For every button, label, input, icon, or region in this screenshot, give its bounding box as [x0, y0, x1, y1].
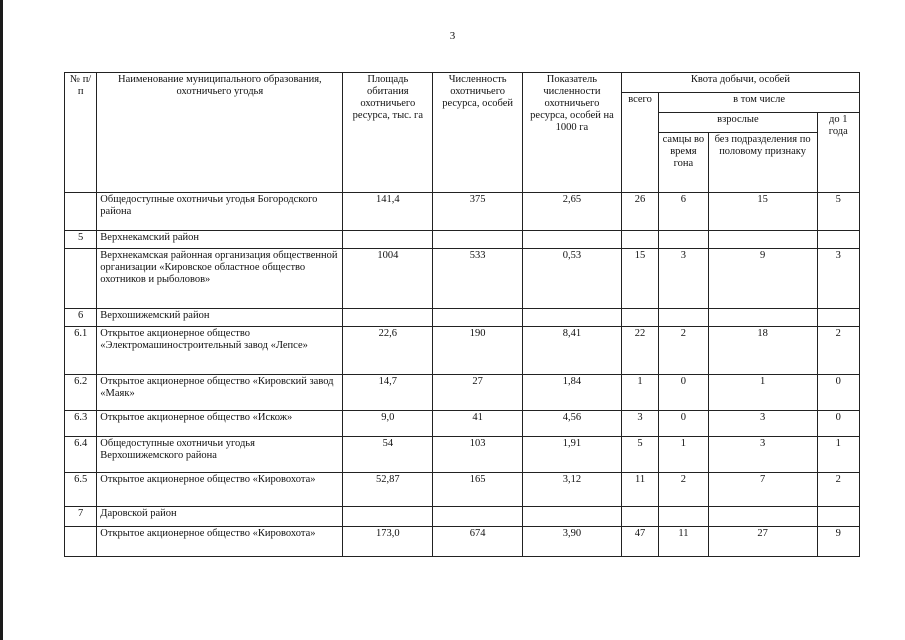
- table-row: [65, 327, 860, 375]
- cell-under1: 9: [817, 527, 859, 557]
- cell-population: 27: [433, 375, 523, 411]
- cell-total: [621, 507, 658, 527]
- cell-density: 4,56: [523, 411, 622, 437]
- header-population: Численность охотничьего ресурса, особей: [433, 73, 523, 193]
- cell-num: [65, 249, 97, 309]
- cell-nosex: 27: [708, 527, 817, 557]
- table-row: [65, 473, 860, 507]
- table-row: [65, 193, 860, 231]
- cell-total: 22: [621, 327, 658, 375]
- cell-density: [523, 309, 622, 327]
- cell-density: 3,12: [523, 473, 622, 507]
- cell-area: [343, 231, 433, 249]
- cell-under1: [817, 309, 859, 327]
- cell-num: 5: [65, 231, 97, 249]
- cell-total: 15: [621, 249, 658, 309]
- cell-name: Открытое акционерное общество «Кировохота»: [97, 473, 343, 507]
- cell-population: 190: [433, 327, 523, 375]
- cell-population: 375: [433, 193, 523, 231]
- cell-density: [523, 231, 622, 249]
- cell-total: 5: [621, 437, 658, 473]
- header-males-rut: самцы во время гона: [659, 133, 708, 193]
- cell-males: 2: [659, 473, 708, 507]
- cell-population: 103: [433, 437, 523, 473]
- scan-edge: [0, 0, 3, 640]
- cell-density: 0,53: [523, 249, 622, 309]
- cell-name: Общедоступные охотничьи угодья Верхошижемского района: [97, 437, 343, 473]
- cell-under1: 2: [817, 327, 859, 375]
- cell-density: 3,90: [523, 527, 622, 557]
- header-num: № п/п: [65, 73, 97, 193]
- cell-name: Открытое акционерное общество «Кировский завод «Маяк»: [97, 375, 343, 411]
- cell-nosex: 1: [708, 375, 817, 411]
- cell-nosex: 9: [708, 249, 817, 309]
- cell-num: 6.5: [65, 473, 97, 507]
- cell-num: 6: [65, 309, 97, 327]
- cell-total: 11: [621, 473, 658, 507]
- header-including: в том числе: [659, 93, 860, 113]
- header-no-sex: без подразделения по половому признаку: [708, 133, 817, 193]
- cell-under1: [817, 507, 859, 527]
- table-row: [65, 437, 860, 473]
- cell-males: 1: [659, 437, 708, 473]
- cell-area: 54: [343, 437, 433, 473]
- section-row: [65, 231, 860, 249]
- cell-total: 26: [621, 193, 658, 231]
- cell-area: 22,6: [343, 327, 433, 375]
- cell-males: 3: [659, 249, 708, 309]
- cell-males: [659, 507, 708, 527]
- cell-nosex: 18: [708, 327, 817, 375]
- cell-num: 6.2: [65, 375, 97, 411]
- cell-area: 1004: [343, 249, 433, 309]
- cell-population: 533: [433, 249, 523, 309]
- cell-males: 2: [659, 327, 708, 375]
- header-quota: Квота добычи, особей: [621, 73, 859, 93]
- cell-total: 3: [621, 411, 658, 437]
- cell-area: [343, 507, 433, 527]
- cell-nosex: [708, 507, 817, 527]
- section-name: Верхнекамский район: [97, 231, 343, 249]
- cell-name: Открытое акционерное общество «Кировохота»: [97, 527, 343, 557]
- cell-name: Открытое акционерное общество «Искож»: [97, 411, 343, 437]
- cell-under1: 3: [817, 249, 859, 309]
- cell-area: 52,87: [343, 473, 433, 507]
- cell-total: [621, 309, 658, 327]
- cell-name: Открытое акционерное общество «Электромашиностроительный завод «Лепсе»: [97, 327, 343, 375]
- cell-nosex: 3: [708, 411, 817, 437]
- cell-population: [433, 309, 523, 327]
- cell-under1: 5: [817, 193, 859, 231]
- header-under1: до 1 года: [817, 113, 859, 193]
- cell-area: 141,4: [343, 193, 433, 231]
- cell-density: 1,91: [523, 437, 622, 473]
- cell-population: [433, 507, 523, 527]
- cell-total: 47: [621, 527, 658, 557]
- cell-nosex: [708, 309, 817, 327]
- cell-nosex: [708, 231, 817, 249]
- cell-under1: 1: [817, 437, 859, 473]
- cell-males: [659, 309, 708, 327]
- header-adults: взрослые: [659, 113, 817, 133]
- cell-under1: 2: [817, 473, 859, 507]
- cell-density: [523, 507, 622, 527]
- cell-density: 2,65: [523, 193, 622, 231]
- cell-area: [343, 309, 433, 327]
- page-number: 3: [449, 30, 456, 42]
- section-row: [65, 309, 860, 327]
- header-name: Наименование муниципального образования, охотничьего угодья: [97, 73, 343, 193]
- cell-under1: 0: [817, 375, 859, 411]
- cell-num: 6.1: [65, 327, 97, 375]
- table-row: [65, 527, 860, 557]
- cell-nosex: 15: [708, 193, 817, 231]
- header-total: всего: [621, 93, 658, 193]
- cell-num: 6.4: [65, 437, 97, 473]
- cell-population: 674: [433, 527, 523, 557]
- cell-density: 1,84: [523, 375, 622, 411]
- section-name: Верхошижемский район: [97, 309, 343, 327]
- cell-total: [621, 231, 658, 249]
- cell-area: 9,0: [343, 411, 433, 437]
- cell-population: [433, 231, 523, 249]
- section-name: Даровской район: [97, 507, 343, 527]
- cell-males: 11: [659, 527, 708, 557]
- cell-population: 41: [433, 411, 523, 437]
- cell-num: [65, 193, 97, 231]
- cell-nosex: 3: [708, 437, 817, 473]
- cell-area: 173,0: [343, 527, 433, 557]
- cell-name: Общедоступные охотничьи угодья Богородского района: [97, 193, 343, 231]
- cell-num: [65, 527, 97, 557]
- table-row: [65, 375, 860, 411]
- cell-population: 165: [433, 473, 523, 507]
- cell-males: 0: [659, 411, 708, 437]
- cell-nosex: 7: [708, 473, 817, 507]
- cell-total: 1: [621, 375, 658, 411]
- section-row: [65, 507, 860, 527]
- table-row: [65, 249, 860, 309]
- cell-males: 6: [659, 193, 708, 231]
- cell-area: 14,7: [343, 375, 433, 411]
- cell-males: 0: [659, 375, 708, 411]
- table-row: [65, 411, 860, 437]
- cell-under1: [817, 231, 859, 249]
- cell-density: 8,41: [523, 327, 622, 375]
- header-area: Площадь обитания охотничьего ресурса, тыс. га: [343, 73, 433, 193]
- cell-name: Верхнекамская районная организация общественной организации «Кировское областное общество охотников и рыболовов»: [97, 249, 343, 309]
- cell-males: [659, 231, 708, 249]
- cell-num: 7: [65, 507, 97, 527]
- table-body: [65, 193, 860, 557]
- header-density: Показатель численности охотничьего ресурса, особей на 1000 га: [523, 73, 622, 193]
- cell-num: 6.3: [65, 411, 97, 437]
- quota-table: [64, 72, 860, 557]
- cell-under1: 0: [817, 411, 859, 437]
